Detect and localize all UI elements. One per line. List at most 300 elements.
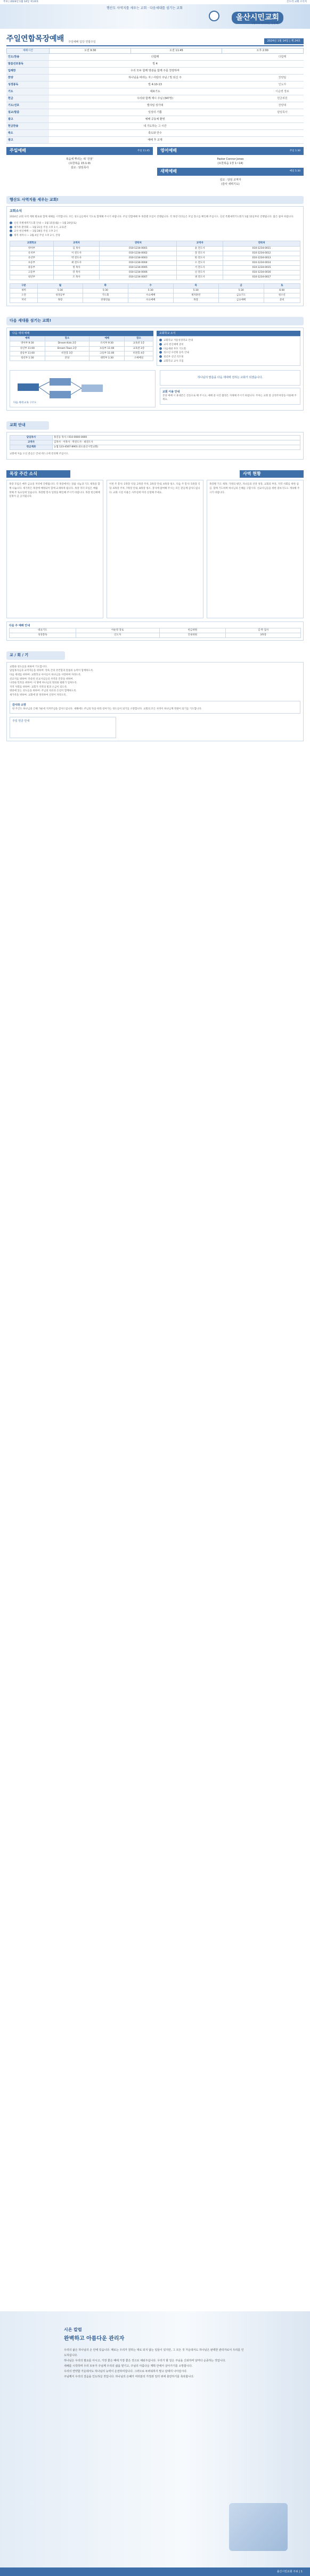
table-cell: 권 전도사 bbox=[177, 275, 223, 280]
order-value: 다함께 bbox=[49, 54, 261, 61]
order-row bbox=[6, 109, 304, 116]
table-row bbox=[10, 351, 153, 356]
order-value: 빌 4 bbox=[49, 61, 261, 68]
info-heading: 교회 안내 bbox=[6, 421, 49, 429]
help-text: 본당 예배 시 휴대폰은 진동으로 해 주시고, 예배 중 사진 촬영은 자제해 주시기 바랍니다. 주차는 교회 앞 공영주차장을 이용해 주세요. bbox=[162, 394, 297, 402]
bullet-icon bbox=[10, 234, 12, 236]
order-role: 인도자 bbox=[261, 81, 304, 88]
table-row bbox=[10, 356, 153, 361]
order-row bbox=[6, 54, 304, 61]
issue-info: 주보 | 2024년 1월 14일 제 24호 bbox=[3, 0, 39, 3]
diagram-node-4 bbox=[81, 385, 103, 392]
table-cell: 청년부 bbox=[10, 275, 54, 280]
table-cell: 준비 bbox=[264, 298, 300, 303]
order-role bbox=[261, 137, 304, 144]
next-gen-left-title: 다음 세대 예배 bbox=[10, 331, 153, 337]
table-cell: 새벽 bbox=[10, 289, 38, 293]
order-role bbox=[261, 116, 304, 123]
table-row bbox=[10, 293, 300, 298]
table-cell: 성경봉독 bbox=[10, 633, 76, 638]
table-header-row bbox=[10, 283, 300, 288]
table-cell: 헌금위원 bbox=[159, 628, 226, 633]
info-value: 농협 123-4567-8901-23 (올산시민교회) bbox=[53, 445, 300, 449]
table-row bbox=[10, 260, 300, 265]
sermon-left-text: 복음에 뿌리는 새 ‘건물’ (요한복음 15:1-9) 설교 : 담임목사 bbox=[66, 157, 94, 169]
next-gen-right-title: 교회학교 소식 bbox=[157, 331, 300, 337]
table-header-cell: 장소 bbox=[125, 337, 153, 341]
notice-panel-title: 교회소식 bbox=[10, 209, 22, 214]
table-cell: 본당 bbox=[45, 356, 89, 361]
table-cell: 010-1234-0002 bbox=[100, 251, 177, 256]
notice-panel bbox=[6, 206, 304, 306]
order-role bbox=[261, 123, 304, 130]
ministry-bottom-table bbox=[9, 628, 301, 638]
column-paragraph: 주님께서 우리의 걸음을 인도하실 것입니다. 하나님의 은혜가 여러분의 가정과 일터 위에 충만하기를 축복합니다. bbox=[64, 2375, 194, 2379]
table-header-cell: 월 bbox=[37, 283, 83, 288]
table-header-cell: 목 bbox=[173, 283, 218, 288]
table-cell: 장 전도사 bbox=[177, 251, 223, 256]
info-value: 김목사 · 이목사 · 박전도사 · 최전도사 bbox=[53, 440, 300, 445]
ministry-section bbox=[6, 470, 304, 641]
table-cell: 오전 bbox=[10, 293, 38, 298]
next-gen-item bbox=[159, 343, 298, 347]
ministry-sub-heading bbox=[240, 470, 304, 478]
table-row bbox=[10, 628, 301, 633]
time-1: 오전 9:30 bbox=[50, 48, 131, 53]
info-key: 교역자 bbox=[10, 440, 53, 445]
sermon-extra-title: 새벽예배 bbox=[160, 168, 177, 174]
table-cell: 인도자 bbox=[76, 633, 159, 638]
worship-title-row bbox=[6, 34, 304, 46]
table-cell: 5:30 bbox=[173, 289, 218, 293]
table-cell: 목장 bbox=[173, 298, 218, 303]
table-header-cell: 구분 bbox=[10, 283, 38, 288]
table-header-row bbox=[10, 241, 300, 246]
next-gen-item-text: 교회학교 겨울성경학교 안내 bbox=[164, 339, 193, 342]
bullet-icon bbox=[159, 355, 162, 358]
ministry-col-2 bbox=[107, 480, 203, 618]
column-body bbox=[64, 2348, 245, 2379]
notice-item bbox=[10, 222, 300, 226]
table-header-cell: 화 bbox=[83, 283, 128, 288]
order-role: 담임목사 bbox=[261, 109, 304, 116]
table-cell: 010-1234-0001 bbox=[100, 246, 177, 251]
table-cell: 유년부 bbox=[10, 256, 54, 260]
order-value: 우리 모두 함께 영광을 함께 주를 찬양하며 bbox=[49, 68, 261, 75]
prayer-panel bbox=[6, 662, 304, 742]
ministry-col-2-text: 이번 주 봉사: 1목장 식당, 2목장 주차, 3목장 안내, 4목장 청소. 다음 주 봉사: 5목장 식당, 6목장 주차, 7목장 안내, 8목장 청소. 봉사에 참여해 주시는 모든 분들께 감사드립니다. 교회 시설 이용은 사무실에 미리 신청해 주세요. bbox=[109, 483, 200, 494]
table-row bbox=[10, 341, 153, 346]
table-row bbox=[10, 265, 300, 270]
order-row bbox=[6, 102, 304, 109]
notice-item-text: 신년 특별새벽기도회 안내 — 1월 15일(월) ~ 1월 20일(토) bbox=[14, 222, 77, 225]
table-cell: 유치부 bbox=[10, 251, 54, 256]
table-cell: 청소년 bbox=[264, 293, 300, 298]
next-gen-item-text: 교사 헌신예배 준비 bbox=[164, 344, 184, 347]
table-header-cell: 교회학교 bbox=[10, 241, 54, 246]
column-paragraph: 우리의 삶은 하나님의 손 안에 있습니다. 때로는 우리가 원하는 대로 되지 않는 일들이 있지만, 그 모든 것 가운데서도 하나님은 완벽한 관리자로서 우리를 인도하십니다. bbox=[64, 2349, 244, 2358]
table-cell: 6:00 bbox=[264, 289, 300, 293]
order-row bbox=[6, 81, 304, 88]
order-role bbox=[261, 68, 304, 75]
order-value: 하나님을 바라는 자 / 사랑의 주님 / 빛 되신 주 bbox=[49, 75, 261, 81]
table-cell: 서 전도사 bbox=[177, 265, 223, 270]
order-key: 축도 bbox=[6, 130, 49, 137]
table-cell: 고등부 11:00 bbox=[89, 351, 125, 356]
table-cell: 최 전도사 bbox=[53, 260, 100, 265]
next-gen-item-text: 교회학교 교사 모집 bbox=[164, 359, 184, 363]
table-cell: 조 목사 bbox=[53, 275, 100, 280]
bullet-icon bbox=[159, 347, 162, 350]
church-motto: 사랑으로 하나되는 공동체 bbox=[251, 22, 278, 25]
sermon-left-sub: 주일 11:45 bbox=[137, 149, 150, 152]
prayer-line: 지역 사회를 위하여: 교회가 지역의 빛과 소금이 되도록. bbox=[10, 685, 68, 689]
sermon-extra-text: 설교 : 담임 교역자 (감사 새벽기도) bbox=[219, 178, 241, 186]
order-key: 설교/말씀 bbox=[6, 109, 49, 116]
order-value: 축도와 안수 bbox=[49, 130, 261, 137]
order-row bbox=[6, 123, 304, 130]
diagram-link-4 bbox=[71, 388, 81, 395]
bullet-icon bbox=[10, 230, 12, 232]
order-role: 다함께 bbox=[261, 54, 304, 61]
table-cell: 유치부 9:30 bbox=[89, 341, 125, 346]
order-row bbox=[6, 130, 304, 137]
diagram-node-1 bbox=[18, 383, 39, 391]
table-cell: 찬양연습 bbox=[83, 298, 128, 303]
ministry-bottom bbox=[6, 621, 304, 641]
prayer-sub-title: 감사와 소망 bbox=[12, 703, 26, 707]
bullet-icon bbox=[10, 226, 12, 228]
ministry-heading bbox=[6, 470, 70, 478]
next-gen-table bbox=[10, 336, 153, 361]
table-cell: 비전홀 3층 bbox=[45, 351, 89, 356]
sermon-extra-bar bbox=[157, 168, 304, 176]
column-title: 완벽하고 아름다운 관리자 bbox=[64, 2335, 125, 2342]
info-key: 담임목사 bbox=[10, 435, 53, 440]
ministry-heading-text: 목장 주간 소식 bbox=[10, 471, 37, 476]
next-gen-item bbox=[159, 359, 298, 364]
table-cell: 교육관 1층 bbox=[125, 341, 153, 346]
times-label: 예배시간 bbox=[7, 48, 50, 53]
table-cell: 수요예배 bbox=[128, 293, 173, 298]
sermon-left-bar bbox=[6, 147, 153, 155]
bullet-icon bbox=[159, 339, 162, 341]
diagram-link-3 bbox=[71, 382, 81, 388]
order-row bbox=[6, 116, 304, 123]
order-key: 인도/찬송 bbox=[6, 54, 49, 61]
worship-title: 주일연합목장예배 bbox=[6, 35, 64, 43]
table-cell: 오 전도사 bbox=[177, 260, 223, 265]
column-kicker: 시온 칼럼 bbox=[64, 2327, 82, 2332]
table-header-cell: 교역자 bbox=[53, 241, 100, 246]
notice-item-text: 제직 세미나 — 2월 4일 주일 오후 2시, 본당 bbox=[14, 234, 60, 237]
ministry-col-3-text: 목장별 기도 제목: 가정의 평안, 자녀들의 신앙 성장, 교회의 부흥, 지역 사회를 위한 섬김. 함께 기도하며 하나님의 은혜를 구합시다. 선교사님들을 위한 중보기도도 계속해 주시기 바랍니다. bbox=[209, 483, 300, 494]
church-logo-icon bbox=[209, 11, 219, 21]
next-gen-panel bbox=[6, 328, 304, 411]
bullet-icon bbox=[159, 351, 162, 354]
order-value: 일상의 기쁨 bbox=[49, 109, 261, 116]
table-row bbox=[10, 246, 300, 251]
order-value: 우리와 함께 계시 주님 (347장) bbox=[49, 95, 261, 102]
table-header-cell: 수 bbox=[128, 283, 173, 288]
ministry-col-1-text: 목장 모임은 매주 금요일 저녁에 진행됩니다. 각 목장에서는 말씀 나눔과 기도 제목을 함께 나눕니다. 새가족은 목장에 배정되어 함께 교제하게 됩니다. 목장 리더 모임은 매월 첫째 주 토요일에 있습니다. 목장별 봉사 일정을 확인해 주시기 바랍니다. 목장 헌신예배 일정이 곧 공지됩니다. bbox=[9, 483, 100, 498]
service-times bbox=[6, 48, 304, 54]
next-gen-item-text: 청소년 수련회 등록 안내 bbox=[164, 351, 189, 355]
table-cell: 5:30 bbox=[83, 289, 128, 293]
prayer-line: 새가족을 위하여: 교회에 잘 정착하여 신앙이 자라도록. bbox=[10, 694, 67, 697]
table-cell: 안내위원 bbox=[159, 633, 226, 638]
next-gen-diagram bbox=[10, 370, 156, 407]
header-tagline: 행산도 사역지를 세우는 교회 · 다음세대를 섬기는 교회 bbox=[107, 6, 183, 10]
table-header-cell: 금 bbox=[218, 283, 264, 288]
prayer-line: 교회와 성도들을 위하여 기도합시다. bbox=[10, 665, 47, 668]
church-name: 올산시민교회 bbox=[232, 12, 283, 24]
order-value: 엘샤임 성가대 bbox=[49, 102, 261, 109]
diagram-caption: 다음 세대 교육 구조도 bbox=[13, 402, 37, 405]
table-cell: 청년부 1:30 bbox=[10, 356, 45, 361]
diagram-link-1 bbox=[39, 382, 50, 387]
ministry-sub-text: 사역 현황 bbox=[243, 471, 261, 476]
notice-item-text: 교사 헌신예배 — 1월 28일 주일 오후 2시 bbox=[14, 230, 58, 233]
next-gen-item bbox=[159, 347, 298, 351]
table-cell: 010-1234-0014 bbox=[223, 260, 300, 265]
table-cell: 영아부 9:30 bbox=[10, 341, 45, 346]
table-row bbox=[10, 275, 300, 280]
order-value: 예배 공동체 환영 bbox=[49, 116, 261, 123]
table-cell: 010-1234-0012 bbox=[223, 251, 300, 256]
schedule-table bbox=[10, 283, 300, 303]
prayer-line: 다음 세대를 위하여: 교회학교 아이들이 하나님을 사랑하며 자라도록. bbox=[10, 673, 81, 676]
info-key: 헌금계좌 bbox=[10, 445, 53, 449]
table-header-cell: 장소 bbox=[45, 337, 89, 341]
table-cell: 강 목사 bbox=[53, 270, 100, 275]
table-row bbox=[10, 346, 153, 351]
table-row bbox=[10, 270, 300, 275]
table-cell: 목장 bbox=[37, 298, 83, 303]
table-cell: 010-1234-0006 bbox=[100, 270, 177, 275]
table-cell: 유년부 11:00 bbox=[10, 346, 45, 351]
table-cell: 010-1234-0015 bbox=[223, 265, 300, 270]
order-key: 기도 bbox=[6, 88, 49, 95]
prayer-list bbox=[10, 665, 300, 698]
table-cell: 제자훈련 bbox=[173, 293, 218, 298]
table-cell: 영아부 bbox=[10, 246, 54, 251]
order-key: 말씀선포봉독 bbox=[6, 61, 49, 68]
diagram-link-2 bbox=[39, 387, 50, 395]
table-header-cell: 교역자 bbox=[177, 241, 223, 246]
order-row bbox=[6, 95, 304, 102]
table-cell: 초등부 bbox=[10, 260, 54, 265]
prayer-sub-box bbox=[10, 701, 300, 714]
notice-item bbox=[10, 230, 300, 234]
sermon-left-title: 주일예배 bbox=[10, 148, 26, 153]
column-paragraph: 하나님은 우리의 필요를 아시고, 가장 좋은 때에 가장 좋은 것으로 채워주십니다. 우리가 할 일은 주님을 신뢰하며 날마다 순종하는 것입니다. bbox=[64, 2359, 226, 2363]
info-row bbox=[10, 440, 300, 445]
table-cell: 비전홀 4층 bbox=[125, 351, 153, 356]
order-role: 이순영 장로 bbox=[261, 88, 304, 95]
table-cell: 5:30 bbox=[37, 289, 83, 293]
notice-heading: 행산도 사역지를 세우는 교회! bbox=[6, 196, 304, 204]
order-key: 입례찬 bbox=[6, 68, 49, 75]
table-cell: 기도회 bbox=[83, 293, 128, 298]
bible-image bbox=[229, 2503, 288, 2551]
prayer-sub-text: 한 주간도 하나님의 은혜 가운데 지켜주심을 감사드립니다. 새해에도 주님의 뜻을 따라 살아가는 성도들이 되기를 소망합니다. 교회의 모든 사역이 하나님께 영광이 되기를 기도합니다. bbox=[12, 707, 202, 710]
ministry-col-1 bbox=[6, 480, 103, 618]
table-cell: 중등부 bbox=[10, 265, 54, 270]
sermon-right-text: Pastor Connor Jones (요한복음 1장 1~14) bbox=[217, 157, 244, 165]
next-gen-heading: 다음 세대를 섬기는 교회! bbox=[6, 317, 304, 325]
table-header-cell: 연락처 bbox=[223, 241, 300, 246]
column-paragraph: 우리의 연약함 가운데서도 하나님의 능력이 온전하여집니다. 그러므로 두려워하지 말고 담대히 나아갑시다. bbox=[64, 2370, 187, 2374]
order-role: 헌금위원 bbox=[261, 95, 304, 102]
table-cell: 저녁 bbox=[10, 298, 38, 303]
column-section bbox=[0, 2311, 310, 2576]
worship-date: 2024년 1월 14일 | 제 24호 bbox=[264, 38, 304, 44]
header-banner bbox=[0, 4, 310, 29]
table-cell: 010-1234-0011 bbox=[223, 246, 300, 251]
table-cell: 010-1234-0017 bbox=[223, 275, 300, 280]
ministry-col-3 bbox=[207, 480, 304, 618]
order-key: 헌금 bbox=[6, 95, 49, 102]
prayer-line: 선교지를 위하여: 파송된 선교사님들의 사역과 건강을 위하여. bbox=[10, 677, 74, 681]
footer-bar bbox=[0, 2567, 310, 2576]
table-cell: 대학부 1:30 bbox=[89, 356, 125, 361]
next-gen-item bbox=[159, 351, 298, 355]
time-2: 오전 11:45 bbox=[131, 48, 222, 53]
table-cell: 이순영 장로 bbox=[76, 628, 159, 633]
table-cell: 윤 전도사 bbox=[177, 246, 223, 251]
order-key: 헌금찬송 bbox=[6, 123, 49, 130]
table-cell: 010-1234-0004 bbox=[100, 260, 177, 265]
info-value: 홍길동 목사 / 010-0000-0000 bbox=[53, 435, 300, 440]
table-row bbox=[10, 289, 300, 293]
info-remark: 교회에 처음 오신 분들은 안내 데스크에 문의해 주십시오. bbox=[10, 452, 69, 455]
info-table bbox=[10, 435, 300, 450]
next-gen-list bbox=[157, 336, 300, 366]
table-cell: 박 전도사 bbox=[53, 256, 100, 260]
info-row bbox=[10, 435, 300, 440]
top-bar bbox=[0, 0, 310, 4]
next-gen-quote: 하나님의 말씀을 다음 세대에 전하는 교회가 되겠습니다. bbox=[160, 370, 300, 386]
table-cell: 김·박 집사 bbox=[226, 628, 301, 633]
sermon-extra-sub: 매일 5:30 bbox=[289, 170, 300, 173]
worship-order bbox=[6, 54, 304, 144]
time-3: 오후 2:00 bbox=[222, 48, 303, 53]
next-gen-item-text: 청년부 신년 리트릿 bbox=[164, 355, 184, 358]
worship-subtitle: 주일예배 입당 연합주일 bbox=[68, 40, 96, 44]
order-key: 광고 bbox=[6, 137, 49, 144]
table-cell: 010-1234-0007 bbox=[100, 275, 177, 280]
table-cell: 성경공부 bbox=[37, 293, 83, 298]
table-cell: 고등부 bbox=[10, 270, 54, 275]
offering-box bbox=[10, 717, 116, 738]
help-box bbox=[160, 388, 300, 405]
prayer-heading: 교 / 회 / 기 bbox=[6, 651, 65, 659]
bullet-icon bbox=[159, 343, 162, 346]
order-row bbox=[6, 61, 304, 68]
table-cell: 금요예배 bbox=[218, 298, 264, 303]
bullet-icon bbox=[10, 222, 12, 224]
order-row bbox=[6, 137, 304, 144]
table-cell: Dream Town 2층 bbox=[45, 346, 89, 351]
table-cell: Dream Kids 2층 bbox=[45, 341, 89, 346]
top-right-text: 온누리 교회 소식지 bbox=[287, 0, 307, 3]
order-key: 기도/선포 bbox=[6, 102, 49, 109]
order-role bbox=[261, 130, 304, 137]
order-key: 광고 bbox=[6, 116, 49, 123]
help-title: 교회 이용 안내 bbox=[162, 390, 180, 394]
footer-text: 올산시민교회 주보 | 1 bbox=[276, 2570, 303, 2573]
next-gen-item bbox=[159, 355, 298, 359]
sermon-right-title: 영어예배 bbox=[160, 148, 177, 153]
sermon-right-bar bbox=[157, 147, 304, 155]
prayer-line: 병중에 있는 성도들을 위하여: 주님의 치유의 손길이 함께하도록. bbox=[10, 690, 77, 693]
table-cell: 5:30 bbox=[218, 289, 264, 293]
table-cell: 김 목사 bbox=[53, 246, 100, 251]
table-row bbox=[10, 251, 300, 256]
team-table bbox=[10, 241, 300, 280]
info-row bbox=[10, 445, 300, 449]
prayer-line: 나라와 민족을 위하여: 이 땅에 하나님의 정의와 평화가 임하도록. bbox=[10, 682, 78, 685]
notice-item bbox=[10, 234, 300, 238]
order-value: 예배 후 교제 bbox=[49, 137, 261, 144]
column-paragraph: 새해를 시작하며 우리 모두가 주님께 우리의 삶을 맡기고, 주님의 아름다운 계획 안에서 살아가기를 소망합니다. bbox=[64, 2365, 193, 2368]
order-key: 성경봉독 bbox=[6, 81, 49, 88]
diagram-node-2 bbox=[50, 378, 71, 386]
order-row bbox=[6, 68, 304, 75]
table-cell: 신 전도사 bbox=[177, 270, 223, 275]
table-cell: 5:30 bbox=[128, 289, 173, 293]
table-cell: 010-1234-0016 bbox=[223, 270, 300, 275]
table-row bbox=[10, 633, 301, 638]
sermon-right-sub: 주일 1:30 bbox=[289, 149, 300, 152]
offering-title: 주일 헌금 안내 bbox=[12, 719, 30, 723]
table-cell: 교육관 2층 bbox=[125, 346, 153, 351]
order-role: 찬양대 bbox=[261, 102, 304, 109]
table-cell: 한 전도사 bbox=[177, 256, 223, 260]
table-cell: 010-1234-0013 bbox=[223, 256, 300, 260]
table-row bbox=[10, 298, 300, 303]
table-cell: 대표기도 bbox=[10, 628, 76, 633]
table-cell: 정 목사 bbox=[53, 265, 100, 270]
info-panel bbox=[6, 432, 304, 460]
notice-item-text: 새가족 환영회 — 1월 21일 주일 오후 1시, 교육관 bbox=[14, 226, 67, 229]
ministry-bottom-title: 다음 주 예배 안내 bbox=[9, 624, 30, 628]
order-value: 대표기도 bbox=[49, 88, 261, 95]
table-cell: 010-1234-0005 bbox=[100, 265, 177, 270]
order-value: 내 기도하는 그 시간 bbox=[49, 123, 261, 130]
order-row bbox=[6, 88, 304, 95]
table-header-cell: 연락처 bbox=[100, 241, 177, 246]
diagram-node-3 bbox=[50, 391, 71, 398]
order-role: 찬양팀 bbox=[261, 75, 304, 81]
table-header-cell: 토 bbox=[264, 283, 300, 288]
next-gen-item-text: 다음세대 부모 기도회 bbox=[164, 347, 186, 350]
notice-panel-text: 2024년 교회 사역 계획 발표와 함께 새해를 시작합니다. 모든 성도님들께서 기도로 함께해 주시기 바랍니다. 주일 연합예배 후 목장별 모임이 진행됩니다. 각 목장 리더들은 모임 장소를 확인해 주십시오. 신년 특별새벽기도회가 1월 15일부터 진행됩니다. 많은 참여 바랍니다. bbox=[10, 216, 294, 219]
table-header-cell: 예배 bbox=[89, 337, 125, 341]
bullet-icon bbox=[159, 359, 162, 362]
table-cell: 수요예배 bbox=[128, 298, 173, 303]
table-row bbox=[10, 256, 300, 260]
table-cell: 금요기도 bbox=[218, 293, 264, 298]
order-value: 빌 4:10-13 bbox=[49, 81, 261, 88]
table-header-cell: 예배 bbox=[10, 337, 45, 341]
table-cell: 3목장 bbox=[226, 633, 301, 638]
prayer-line: 담임목사님과 교역자들을 위하여: 영육 간의 강건함과 말씀의 능력이 함께하도록. bbox=[10, 669, 94, 673]
table-header-row bbox=[10, 337, 153, 341]
table-cell: 초등부 11:00 bbox=[89, 346, 125, 351]
order-key: 찬양 bbox=[6, 75, 49, 81]
